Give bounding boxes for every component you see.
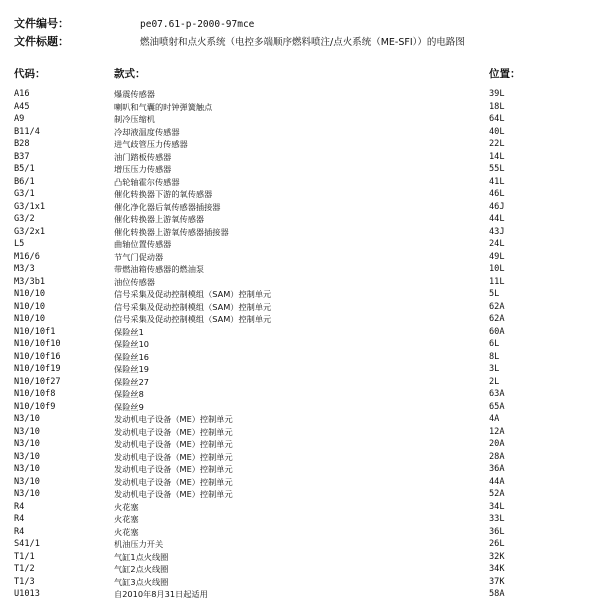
- component-code: T1/3: [14, 576, 35, 587]
- table-row: [0, 213, 600, 226]
- component-code: N3/10: [14, 476, 40, 487]
- component-name: 发动机电子设备（ME）控制单元: [114, 489, 233, 499]
- component-code: N3/10: [14, 439, 40, 449]
- component-name: 油门踏板传感器: [114, 151, 172, 162]
- component-name: 保险丝19: [114, 364, 149, 374]
- table-row: [0, 276, 600, 289]
- table-row: [0, 126, 600, 139]
- component-position: 8L: [489, 351, 500, 362]
- component-code: N3/10: [14, 464, 40, 474]
- component-code: A16: [14, 89, 30, 99]
- component-name: 增压压力传感器: [114, 164, 172, 174]
- component-name: 自2010年8月31日起适用: [114, 589, 208, 599]
- component-position: 12A: [489, 426, 505, 437]
- component-name: 进气歧管压力传感器: [114, 139, 188, 149]
- component-code: B11/4: [14, 126, 40, 137]
- doc-title-label: 文件标题：: [14, 35, 69, 48]
- component-position: 52A: [489, 489, 505, 499]
- table-row: [0, 351, 600, 364]
- component-position: 40L: [489, 126, 505, 137]
- component-position: 33L: [489, 514, 505, 524]
- component-code: G3/1: [14, 189, 35, 199]
- component-code: A9: [14, 114, 25, 124]
- component-code: R4: [14, 526, 25, 537]
- component-position: 20A: [489, 439, 505, 449]
- component-code: N3/10: [14, 489, 40, 499]
- component-position: 58A: [489, 589, 505, 599]
- component-code: N10/10f10: [14, 339, 61, 349]
- table-row: [0, 238, 600, 251]
- component-name: 信号采集及促动控制模组（SAM）控制单元: [114, 301, 272, 312]
- component-position: 10L: [489, 264, 505, 274]
- table-row: [0, 526, 600, 539]
- component-name: 油位传感器: [114, 276, 155, 287]
- component-code: T1/2: [14, 564, 35, 574]
- component-list: [0, 88, 600, 601]
- table-row: [0, 288, 600, 301]
- component-code: R4: [14, 501, 25, 512]
- component-name: 催化净化器后氧传感器插接器: [114, 201, 221, 212]
- table-row: [0, 563, 600, 576]
- table-row: [0, 413, 600, 426]
- component-code: S41/1: [14, 539, 40, 549]
- table-row: [0, 588, 600, 601]
- component-name: 凸轮轴霍尔传感器: [114, 176, 180, 187]
- component-position: 5L: [489, 289, 500, 299]
- component-name: 制冷压缩机: [114, 114, 155, 124]
- component-position: 64L: [489, 114, 505, 124]
- component-name: 火花塞: [114, 501, 139, 512]
- table-row: [0, 151, 600, 164]
- component-code: N10/10f9: [14, 401, 56, 412]
- component-name: 气缸2点火线圈: [114, 564, 169, 574]
- component-position: 36A: [489, 464, 505, 474]
- component-name: 爆震传感器: [114, 89, 155, 99]
- component-position: 34L: [489, 501, 505, 512]
- table-row: [0, 176, 600, 189]
- component-position: 32K: [489, 551, 505, 562]
- component-name: 火花塞: [114, 526, 139, 537]
- component-name: 催化转换器上游氧传感器: [114, 214, 205, 224]
- table-row: [0, 163, 600, 176]
- doc-number-line: [14, 15, 254, 31]
- component-position: 39L: [489, 89, 505, 99]
- table-row: [0, 188, 600, 201]
- component-name: 节气门促动器: [114, 251, 164, 262]
- component-name: 保险丝9: [114, 401, 144, 412]
- component-name: 喇叭和气囊的时钟弹簧触点: [114, 101, 213, 112]
- component-position: 46J: [489, 201, 505, 212]
- component-position: 14L: [489, 151, 505, 162]
- component-position: 18L: [489, 101, 505, 112]
- table-row: [0, 388, 600, 401]
- component-position: 6L: [489, 339, 500, 349]
- table-row: [0, 363, 600, 376]
- table-row: [0, 313, 600, 326]
- column-header-position: 位置：: [489, 68, 521, 80]
- component-code: U1013: [14, 589, 40, 599]
- component-code: A45: [14, 101, 30, 112]
- component-name: 发动机电子设备（ME）控制单元: [114, 464, 233, 474]
- table-row: [0, 113, 600, 126]
- component-code: T1/1: [14, 551, 35, 562]
- table-row: [0, 376, 600, 389]
- component-code: N10/10: [14, 314, 46, 324]
- doc-title-value: 燃油喷射和点火系统（电控多端顺序燃料喷注/点火系统（ME-SFI））的电路图: [140, 37, 465, 48]
- table-row: [0, 451, 600, 464]
- table-row: [0, 551, 600, 564]
- component-position: 11L: [489, 276, 505, 287]
- component-position: 49L: [489, 251, 505, 262]
- component-position: 3L: [489, 364, 500, 374]
- component-code: G3/2x1: [14, 226, 46, 237]
- table-row: [0, 538, 600, 551]
- table-row: [0, 401, 600, 414]
- component-position: 44A: [489, 476, 505, 487]
- component-name: 信号采集及促动控制模组（SAM）控制单元: [114, 289, 272, 299]
- component-name: 气缸1点火线圈: [114, 551, 169, 562]
- component-code: N10/10f1: [14, 326, 56, 337]
- component-name: 发动机电子设备（ME）控制单元: [114, 476, 233, 487]
- doc-number-label: 文件编号：: [14, 17, 69, 30]
- table-row: [0, 226, 600, 239]
- table-row: [0, 501, 600, 514]
- component-name: 发动机电子设备（ME）控制单元: [114, 439, 233, 449]
- component-code: B6/1: [14, 176, 35, 187]
- component-name: 发动机电子设备（ME）控制单元: [114, 451, 233, 462]
- component-position: 2L: [489, 376, 500, 387]
- component-code: N10/10f16: [14, 351, 61, 362]
- component-code: N3/10: [14, 451, 40, 462]
- component-position: 65A: [489, 401, 505, 412]
- table-row: [0, 476, 600, 489]
- component-code: B37: [14, 151, 30, 162]
- component-code: L5: [14, 239, 25, 249]
- component-code: N10/10: [14, 289, 46, 299]
- component-name: 催化转换器上游氧传感器插接器: [114, 226, 229, 237]
- column-header-code: 代码：: [14, 68, 46, 80]
- component-name: 冷却液温度传感器: [114, 126, 180, 137]
- table-row: [0, 488, 600, 501]
- component-position: 43J: [489, 226, 505, 237]
- component-name: 保险丝27: [114, 376, 149, 387]
- table-row: [0, 463, 600, 476]
- component-code: G3/2: [14, 214, 35, 224]
- component-name: 保险丝16: [114, 351, 149, 362]
- component-position: 55L: [489, 164, 505, 174]
- component-code: M3/3: [14, 264, 35, 274]
- component-position: 4A: [489, 414, 500, 424]
- component-name: 发动机电子设备（ME）控制单元: [114, 414, 233, 424]
- component-name: 保险丝1: [114, 326, 144, 337]
- component-position: 63A: [489, 389, 505, 399]
- component-name: 保险丝8: [114, 389, 144, 399]
- component-code: N10/10f27: [14, 376, 61, 387]
- component-name: 发动机电子设备（ME）控制单元: [114, 426, 233, 437]
- component-position: 36L: [489, 526, 505, 537]
- component-code: N3/10: [14, 414, 40, 424]
- table-row: [0, 326, 600, 339]
- table-row: [0, 138, 600, 151]
- component-code: N10/10: [14, 301, 46, 312]
- component-position: 62A: [489, 301, 505, 312]
- component-code: N3/10: [14, 426, 40, 437]
- table-row: [0, 263, 600, 276]
- doc-title-line: [14, 33, 465, 49]
- component-code: N10/10f19: [14, 364, 61, 374]
- component-name: 火花塞: [114, 514, 139, 524]
- component-code: B28: [14, 139, 30, 149]
- component-position: 46L: [489, 189, 505, 199]
- table-row: [0, 251, 600, 264]
- component-code: N10/10f8: [14, 389, 56, 399]
- column-header-name: 款式：: [114, 68, 146, 80]
- component-position: 41L: [489, 176, 505, 187]
- component-position: 34K: [489, 564, 505, 574]
- component-position: 26L: [489, 539, 505, 549]
- component-name: 曲轴位置传感器: [114, 239, 172, 249]
- component-name: 机油压力开关: [114, 539, 164, 549]
- component-name: 气缸3点火线圈: [114, 576, 169, 587]
- component-name: 保险丝10: [114, 339, 149, 349]
- table-row: [0, 513, 600, 526]
- table-row: [0, 426, 600, 439]
- component-name: 带燃油箱传感器的燃油泵: [114, 264, 205, 274]
- component-position: 44L: [489, 214, 505, 224]
- table-row: [0, 201, 600, 214]
- component-code: R4: [14, 514, 25, 524]
- doc-number-value: pe07.61-p-2000-97mce: [140, 19, 255, 30]
- component-code: M16/6: [14, 251, 40, 262]
- component-name: 信号采集及促动控制模组（SAM）控制单元: [114, 314, 272, 324]
- table-row: [0, 88, 600, 101]
- component-position: 60A: [489, 326, 505, 337]
- component-code: G3/1x1: [14, 201, 46, 212]
- component-position: 24L: [489, 239, 505, 249]
- table-row: [0, 301, 600, 314]
- component-position: 22L: [489, 139, 505, 149]
- table-row: [0, 576, 600, 589]
- table-row: [0, 101, 600, 114]
- table-row: [0, 438, 600, 451]
- table-row: [0, 338, 600, 351]
- component-code: M3/3b1: [14, 276, 46, 287]
- component-position: 28A: [489, 451, 505, 462]
- component-name: 催化转换器下游的氧传感器: [114, 189, 213, 199]
- component-position: 37K: [489, 576, 505, 587]
- component-code: B5/1: [14, 164, 35, 174]
- component-position: 62A: [489, 314, 505, 324]
